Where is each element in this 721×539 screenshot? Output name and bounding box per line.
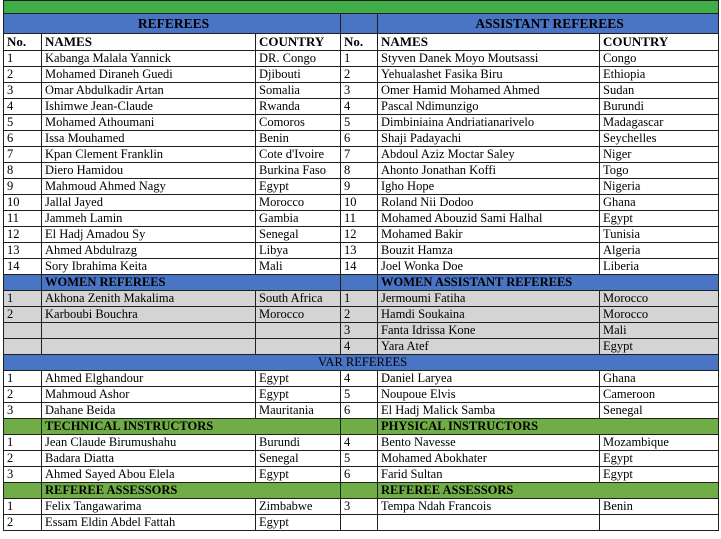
cell-name: Mohamed Abouzid Sami Halhal (378, 211, 600, 227)
cell-country: Egypt (600, 211, 719, 227)
cell-no: 4 (4, 99, 42, 115)
cell-name: Dahane Beida (42, 403, 256, 419)
cell-no: 2 (341, 307, 378, 323)
cell-country: Algeria (600, 243, 719, 259)
cell-name: Ahmed Elghandour (42, 371, 256, 387)
cell-name: Bento Navesse (378, 435, 600, 451)
section-spacer (4, 483, 42, 499)
cell-name: Fanta Idrissa Kone (378, 323, 600, 339)
cell-country: Benin (256, 131, 341, 147)
cell-country: South Africa (256, 291, 341, 307)
cell-name (42, 323, 256, 339)
cell-no: 4 (341, 371, 378, 387)
cell-no: 9 (4, 179, 42, 195)
referee-row (4, 115, 719, 131)
cell-country: Mali (600, 323, 719, 339)
cell-name: Felix Tangawarima (42, 499, 256, 515)
referee-row (4, 163, 719, 179)
cell-name: Noupoue Elvis (378, 387, 600, 403)
cell-no: 5 (341, 451, 378, 467)
women-header-row (4, 275, 719, 291)
cell-country: Mozambique (600, 435, 719, 451)
top-green-band (4, 1, 719, 14)
var-header-row (4, 355, 719, 371)
cell-no: 10 (4, 195, 42, 211)
women-row (4, 307, 719, 323)
cell-country: Djibouti (256, 67, 341, 83)
cell-country: Mali (256, 259, 341, 275)
cell-no: 2 (4, 387, 42, 403)
cell-country: Morocco (600, 307, 719, 323)
cell-no: 8 (4, 163, 42, 179)
referee-row (4, 243, 719, 259)
cell-country: Congo (600, 51, 719, 67)
referee-row (4, 51, 719, 67)
cell-name: Mahmoud Ashor (42, 387, 256, 403)
cell-country: Madagascar (600, 115, 719, 131)
cell-name: Ahmed Sayed Abou Elela (42, 467, 256, 483)
cell-no: 14 (4, 259, 42, 275)
cell-no (4, 323, 42, 339)
cell-no: 2 (4, 515, 42, 531)
cell-no: 2 (4, 67, 42, 83)
section-spacer (341, 275, 378, 291)
cell-no: 10 (341, 195, 378, 211)
cell-name: Badara Diatta (42, 451, 256, 467)
cell-country: Liberia (600, 259, 719, 275)
cell-name: Omar Abdulkadir Artan (42, 83, 256, 99)
cell-name: Hamdi Soukaina (378, 307, 600, 323)
cell-no (341, 515, 378, 531)
cell-no: 3 (341, 83, 378, 99)
cell-country (256, 339, 341, 355)
cell-no: 2 (4, 451, 42, 467)
cell-no: 12 (4, 227, 42, 243)
cell-country: Burundi (256, 435, 341, 451)
cell-country: Senegal (256, 227, 341, 243)
cell-name: Farid Sultan (378, 467, 600, 483)
cell-country: Senegal (600, 403, 719, 419)
section-title: PHYSICAL INSTRUCTORS (378, 419, 719, 435)
cell-name: Mohamed Diraneh Guedi (42, 67, 256, 83)
cell-country: Egypt (600, 451, 719, 467)
cell-name: Jallal Jayed (42, 195, 256, 211)
cell-no: 13 (341, 243, 378, 259)
cell-country: Mauritania (256, 403, 341, 419)
cell-name: Sory Ibrahima Keita (42, 259, 256, 275)
main-header-row (4, 14, 719, 34)
referee-row (4, 147, 719, 163)
cell-country: Morocco (256, 307, 341, 323)
cell-no: 2 (341, 67, 378, 83)
cell-country: Seychelles (600, 131, 719, 147)
women-row (4, 291, 719, 307)
cell-no: 4 (341, 339, 378, 355)
section-spacer (341, 483, 378, 499)
cell-name: Essam Eldin Abdel Fattah (42, 515, 256, 531)
cell-name: Yehualashet Fasika Biru (378, 67, 600, 83)
cell-country: Somalia (256, 83, 341, 99)
section-title: REFEREE ASSESSORS (378, 483, 719, 499)
cell-name: El Hadj Amadou Sy (42, 227, 256, 243)
instructor-row (4, 467, 719, 483)
referee-row (4, 131, 719, 147)
referee-row (4, 195, 719, 211)
cell-country: Zimbabwe (256, 499, 341, 515)
cell-country: Burkina Faso (256, 163, 341, 179)
cell-no: 1 (4, 435, 42, 451)
cell-no: 4 (341, 435, 378, 451)
assessor-row (4, 499, 719, 515)
cell-no: 1 (341, 51, 378, 67)
cell-no: 13 (4, 243, 42, 259)
section-spacer (4, 275, 42, 291)
cell-country (600, 515, 719, 531)
cell-country: Egypt (256, 467, 341, 483)
cell-name: Pascal Ndimunzigo (378, 99, 600, 115)
cell-country: Niger (600, 147, 719, 163)
cell-country: Ghana (600, 371, 719, 387)
var-referees-title: VAR REFEREES (4, 355, 719, 371)
cell-name: Diero Hamidou (42, 163, 256, 179)
cell-no: 8 (341, 163, 378, 179)
cell-country: Nigeria (600, 179, 719, 195)
cell-country: Ethiopia (600, 67, 719, 83)
cell-no: 11 (4, 211, 42, 227)
col-country-left: COUNTRY (256, 34, 341, 51)
section-title: TECHNICAL INSTRUCTORS (42, 419, 341, 435)
cell-country: Cameroon (600, 387, 719, 403)
var-row (4, 403, 719, 419)
cell-country: Egypt (256, 387, 341, 403)
cell-no: 6 (341, 131, 378, 147)
instructor-row (4, 451, 719, 467)
cell-no: 2 (4, 307, 42, 323)
cell-country: Morocco (600, 291, 719, 307)
assessor-row (4, 515, 719, 531)
cell-no: 4 (341, 99, 378, 115)
cell-country: Egypt (256, 371, 341, 387)
cell-name: Daniel Laryea (378, 371, 600, 387)
cell-country: Morocco (256, 195, 341, 211)
cell-country: Gambia (256, 211, 341, 227)
cell-no: 14 (341, 259, 378, 275)
cell-name: Igho Hope (378, 179, 600, 195)
cell-name: Joel Wonka Doe (378, 259, 600, 275)
cell-no: 6 (341, 403, 378, 419)
cell-no: 3 (341, 499, 378, 515)
cell-name: Kpan Clement Franklin (42, 147, 256, 163)
cell-name: Omer Hamid Mohamed Ahmed (378, 83, 600, 99)
cell-no: 3 (341, 323, 378, 339)
cell-country: Togo (600, 163, 719, 179)
cell-name: Issa Mouhamed (42, 131, 256, 147)
cell-no: 1 (4, 371, 42, 387)
referee-row (4, 227, 719, 243)
referees-header: REFEREES (4, 14, 341, 34)
cell-country: Ghana (600, 195, 719, 211)
instructor-row (4, 435, 719, 451)
cell-name: Ahonto Jonathan Koffi (378, 163, 600, 179)
instructors-header-row (4, 419, 719, 435)
cell-no: 3 (4, 403, 42, 419)
cell-country (256, 323, 341, 339)
cell-country: Egypt (256, 515, 341, 531)
cell-name: Abdoul Aziz Moctar Saley (378, 147, 600, 163)
referee-row (4, 179, 719, 195)
cell-country: Tunisia (600, 227, 719, 243)
assessors-header-row (4, 483, 719, 499)
cell-name: Styven Danek Moyo Moutsassi (378, 51, 600, 67)
cell-no: 6 (4, 131, 42, 147)
cell-country: Burundi (600, 99, 719, 115)
cell-no: 1 (4, 499, 42, 515)
cell-name: Ishimwe Jean-Claude (42, 99, 256, 115)
cell-country: Cote d'Ivoire (256, 147, 341, 163)
cell-name: Roland Nii Dodoo (378, 195, 600, 211)
cell-no: 12 (341, 227, 378, 243)
cell-no: 7 (4, 147, 42, 163)
cell-no: 9 (341, 179, 378, 195)
section-title: REFEREE ASSESSORS (42, 483, 341, 499)
cell-name: Kabanga Malala Yannick (42, 51, 256, 67)
referee-row (4, 259, 719, 275)
column-header-row (4, 34, 719, 51)
assistant-referees-header: ASSISTANT REFEREES (378, 14, 719, 34)
cell-no: 11 (341, 211, 378, 227)
cell-no: 3 (4, 467, 42, 483)
cell-no: 1 (341, 291, 378, 307)
cell-name: El Hadj Malick Samba (378, 403, 600, 419)
section-spacer (341, 419, 378, 435)
col-names-right: NAMES (378, 34, 600, 51)
cell-country: DR. Congo (256, 51, 341, 67)
women-row (4, 339, 719, 355)
officials-table (3, 0, 719, 531)
women-row (4, 323, 719, 339)
cell-name: Mohamed Bakir (378, 227, 600, 243)
cell-name: Jermoumi Fatiha (378, 291, 600, 307)
cell-country: Egypt (600, 467, 719, 483)
cell-name (42, 339, 256, 355)
cell-no: 5 (341, 387, 378, 403)
cell-name: Dimbiniaina Andriatianarivelo (378, 115, 600, 131)
referee-row (4, 67, 719, 83)
cell-no: 1 (4, 51, 42, 67)
cell-name: Tempa Ndah Francois (378, 499, 600, 515)
referee-row (4, 99, 719, 115)
col-no-right: No. (341, 34, 378, 51)
cell-name: Jean Claude Birumushahu (42, 435, 256, 451)
cell-no: 6 (341, 467, 378, 483)
cell-no: 7 (341, 147, 378, 163)
section-title: WOMEN ASSISTANT REFEREES (378, 275, 719, 291)
referee-row (4, 83, 719, 99)
cell-name: Shaji Padayachi (378, 131, 600, 147)
cell-name: Mohamed Abokhater (378, 451, 600, 467)
col-country-right: COUNTRY (600, 34, 719, 51)
cell-name (378, 515, 600, 531)
cell-name: Mahmoud Ahmed Nagy (42, 179, 256, 195)
col-no-left: No. (4, 34, 42, 51)
cell-name: Yara Atef (378, 339, 600, 355)
section-title: WOMEN REFEREES (42, 275, 341, 291)
cell-no: 5 (4, 115, 42, 131)
cell-country: Egypt (600, 339, 719, 355)
cell-name: Mohamed Athoumani (42, 115, 256, 131)
cell-name: Ahmed Abdulrazg (42, 243, 256, 259)
cell-country: Libya (256, 243, 341, 259)
var-row (4, 387, 719, 403)
cell-country: Benin (600, 499, 719, 515)
cell-country: Comoros (256, 115, 341, 131)
col-names-left: NAMES (42, 34, 256, 51)
cell-country: Senegal (256, 451, 341, 467)
cell-no: 5 (341, 115, 378, 131)
cell-name: Karboubi Bouchra (42, 307, 256, 323)
cell-name: Akhona Zenith Makalima (42, 291, 256, 307)
cell-country: Sudan (600, 83, 719, 99)
cell-no (4, 339, 42, 355)
referee-row (4, 211, 719, 227)
cell-country: Egypt (256, 179, 341, 195)
var-row (4, 371, 719, 387)
cell-country: Rwanda (256, 99, 341, 115)
section-spacer (4, 419, 42, 435)
cell-name: Jammeh Lamin (42, 211, 256, 227)
cell-no: 3 (4, 83, 42, 99)
cell-no: 1 (4, 291, 42, 307)
cell-name: Bouzit Hamza (378, 243, 600, 259)
